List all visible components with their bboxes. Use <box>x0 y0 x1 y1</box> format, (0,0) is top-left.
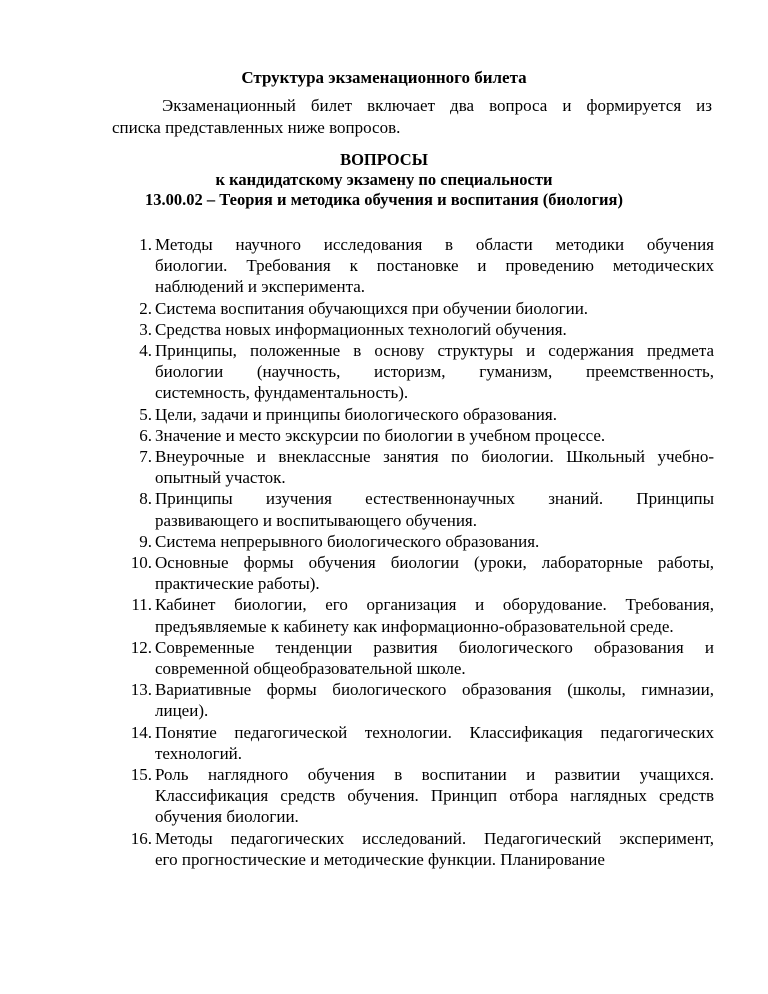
question-item <box>112 340 714 404</box>
questions-heading: ВОПРОСЫ <box>340 150 428 169</box>
question-text-line: Методы педагогических исследований. Педагогический эксперимент, <box>155 828 714 848</box>
question-item <box>112 552 714 594</box>
question-text-line: практические работы). <box>155 574 320 594</box>
question-item <box>112 679 714 721</box>
question-number: 11. <box>131 595 152 615</box>
question-text-line: Цели, задачи и принципы биологического образования. <box>155 404 557 424</box>
question-item <box>112 404 714 425</box>
question-text-line: Вариативные формы биологического образования (школы, гимназии, <box>155 680 714 700</box>
question-text-line: Основные формы обучения биологии (уроки, лабораторные работы, <box>155 553 714 573</box>
question-text-line: Принципы, положенные в основу структуры и содержания предмета <box>155 341 714 361</box>
question-text-line: Система непрерывного биологического образования. <box>155 531 540 551</box>
question-item <box>112 298 714 319</box>
question-text-line: опытный участок. <box>155 468 286 488</box>
question-number: 16. <box>130 828 152 848</box>
question-text-line: Понятие педагогической технологии. Классификация педагогических <box>155 722 714 742</box>
question-text-line: системность, фундаментальность). <box>155 383 409 403</box>
question-text-line: Значение и место экскурсии по биологии в учебном процессе. <box>155 425 606 445</box>
question-item <box>112 531 714 552</box>
question-number: 1. <box>139 235 152 254</box>
question-item <box>112 594 714 636</box>
question-item <box>112 764 714 828</box>
question-number: 9. <box>139 531 152 551</box>
question-text-line: Средства новых информационных технологий обучения. <box>155 319 567 339</box>
questions-list <box>112 234 714 870</box>
question-number: 8. <box>139 489 152 509</box>
question-text-line: биологии (научность, историзм, гуманизм, преемственность, <box>155 362 714 382</box>
question-item <box>112 446 714 488</box>
question-text-line: биологии. Требования к постановке и проведению методических <box>155 256 714 276</box>
specialty-heading: 13.00.02 – Теория и методика обучения и воспитания (биология) <box>145 190 623 209</box>
exam-subheading: к кандидатскому экзамену по специальности <box>215 170 553 189</box>
intro-paragraph <box>112 95 712 139</box>
question-item <box>112 722 714 764</box>
question-number: 14. <box>130 722 152 742</box>
question-number: 12. <box>130 637 152 657</box>
intro-line-1: Экзаменационный билет включает два вопроса и формируется из <box>162 96 712 115</box>
question-number: 13. <box>130 680 152 700</box>
question-text-line: технологий. <box>155 743 243 763</box>
question-item <box>112 425 714 446</box>
question-number: 3. <box>139 319 152 339</box>
question-text-line: Принципы изучения естественнонаучных знаний. Принципы <box>155 489 714 509</box>
question-text-line: наблюдений и эксперимента. <box>155 277 366 297</box>
question-number: 6. <box>139 425 152 445</box>
question-text-line: предъявляемые к кабинету как информационно-образовательной среде. <box>155 616 674 636</box>
intro-line-2: списка представленных ниже вопросов. <box>112 118 401 137</box>
question-text-line: его прогностические и методические функции. Планирование <box>155 849 605 869</box>
question-text-line: Методы научного исследования в области методики обучения <box>155 235 714 254</box>
question-text-line: Современные тенденции развития биологического образования и <box>155 637 714 657</box>
question-item <box>112 828 714 870</box>
question-text-line: развивающего и воспитывающего обучения. <box>155 510 477 530</box>
question-number: 10. <box>130 553 152 573</box>
question-text-line: Классификация средств обучения. Принцип отбора наглядных средств <box>155 786 714 806</box>
question-number: 2. <box>139 298 152 318</box>
question-item <box>112 234 714 298</box>
question-text-line: обучения биологии. <box>155 807 299 827</box>
question-text-line: Внеурочные и внеклассные занятия по биологии. Школьный учебно- <box>155 447 714 467</box>
question-number: 7. <box>139 447 152 467</box>
question-text-line: Роль наглядного обучения в воспитании и развитии учащихся. <box>155 765 714 785</box>
question-number: 15. <box>130 765 152 785</box>
question-text-line: лицеи). <box>155 701 209 721</box>
question-text-line: современной общеобразовательной школе. <box>155 659 466 679</box>
question-number: 5. <box>139 404 152 424</box>
question-item <box>112 637 714 679</box>
question-item <box>112 319 714 340</box>
question-text-line: Система воспитания обучающихся при обучении биологии. <box>155 298 589 318</box>
question-number: 4. <box>139 341 152 361</box>
question-text-line: Кабинет биологии, его организация и оборудование. Требования, <box>155 595 714 615</box>
question-item <box>112 488 714 530</box>
document-title: Структура экзаменационного билета <box>241 68 527 87</box>
